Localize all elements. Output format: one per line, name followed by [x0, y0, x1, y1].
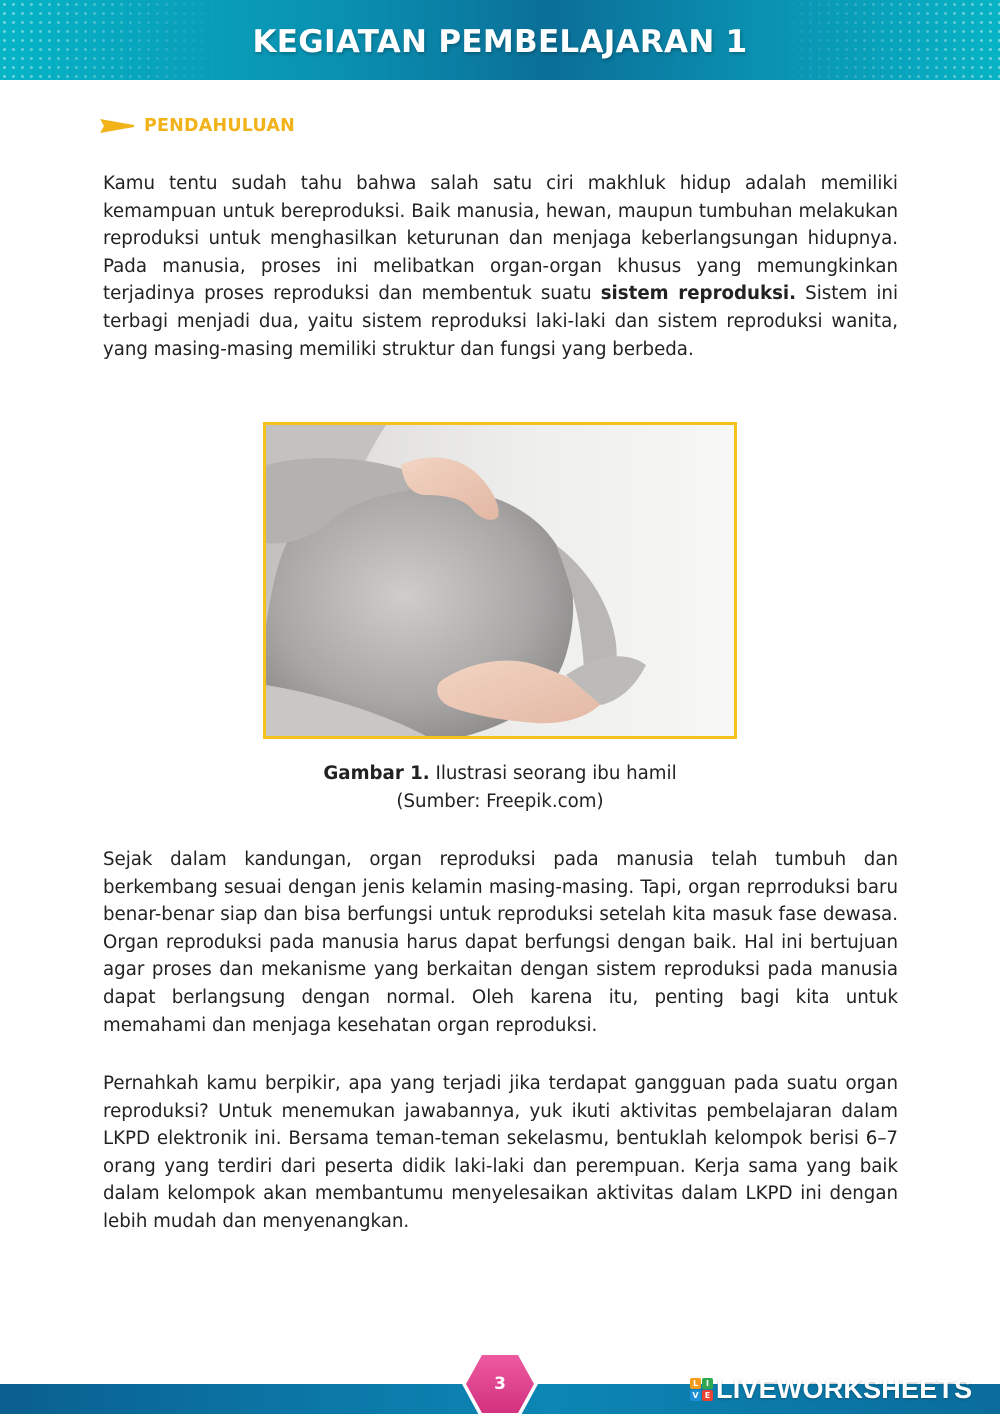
badge-letter-l: L	[690, 1378, 701, 1389]
body-paragraph-2: Sejak dalam kandungan, organ reproduksi pada manusia telah tumbuh dan berkembang sesuai dengan jenis kelamin masing-masing. Tapi, organ reprroduksi baru benar-benar siap dan bisa berfungsi untuk reproduksi setelah kita masuk fase dewasa. Organ reproduksi pada manusia harus dapat berfungsi dengan baik. Hal ini bertujuan agar proses dan mekanisme yang berkaitan dengan sistem reproduksi pada manusia dapat berlangsung dengan normal. Oleh karena itu, penting bagi kita untuk memahami dan menjaga kesehatan organ reproduksi.	[103, 849, 898, 1036]
intro-bold-term: sistem reproduksi.	[600, 283, 797, 305]
intro-text-end: Sistem ini terbagi menjadi dua, yaitu sistem reproduksi laki-laki dan sistem reproduksi wanita, yang masing-masing memiliki struktur dan fungsi yang berbeda.	[103, 283, 898, 360]
section-heading-label: PENDAHULUAN	[144, 116, 295, 136]
liveworksheets-wordmark: LIVEWORKSHEETS	[716, 1373, 973, 1404]
liveworksheets-badge-icon	[690, 1378, 713, 1401]
badge-letter-v: V	[690, 1390, 701, 1401]
badge-letter-i: I	[702, 1378, 713, 1389]
caption-text: Ilustrasi seorang ibu hamil	[429, 763, 677, 784]
figure-image-frame	[263, 422, 737, 739]
pennant-arrow-icon	[100, 119, 134, 133]
intro-text-start: Kamu tentu sudah tahu bahwa salah satu ciri makhluk hidup adalah memiliki kemampuan untuk bereproduksi. Baik manusia, hewan, maupun tumbuhan melakukan reproduksi untuk menghasilkan keturunan dan menjaga keberlangsungan hidupnya. Pada manusia, proses ini melibatkan organ-organ khusus yang memungkinkan terjadinya proses reproduksi dan membentuk suatu	[103, 173, 898, 305]
intro-paragraph	[103, 170, 898, 363]
figure-caption	[0, 760, 1000, 816]
liveworksheets-logo	[690, 1372, 972, 1406]
body-paragraph-3: Pernahkah kamu berpikir, apa yang terjadi jika terdapat gangguan pada suatu organ reproduksi? Untuk menemukan jawabannya, yuk ikuti aktivitas pembelajaran dalam LKPD elektronik ini. Bersama teman-teman sekelasmu, bentuklah kelompok berisi 6–7 orang yang terdiri dari peserta didik laki-laki dan perempuan. Kerja sama yang baik dalam kelompok akan membantumu menyelesaikan aktivitas dalam LKPD ini dengan lebih mudah dan menyenangkan.	[103, 1073, 898, 1232]
page-title: KEGIATAN PEMBELAJARAN 1	[252, 24, 748, 60]
section-heading	[100, 113, 295, 139]
caption-source: (Sumber: Freepik.com)	[396, 791, 604, 812]
page-header	[0, 0, 1000, 80]
badge-letter-e: E	[702, 1390, 713, 1401]
caption-label: Gambar 1.	[323, 763, 430, 784]
pregnant-belly-photo	[266, 425, 734, 736]
page-number: 3	[494, 1374, 506, 1394]
